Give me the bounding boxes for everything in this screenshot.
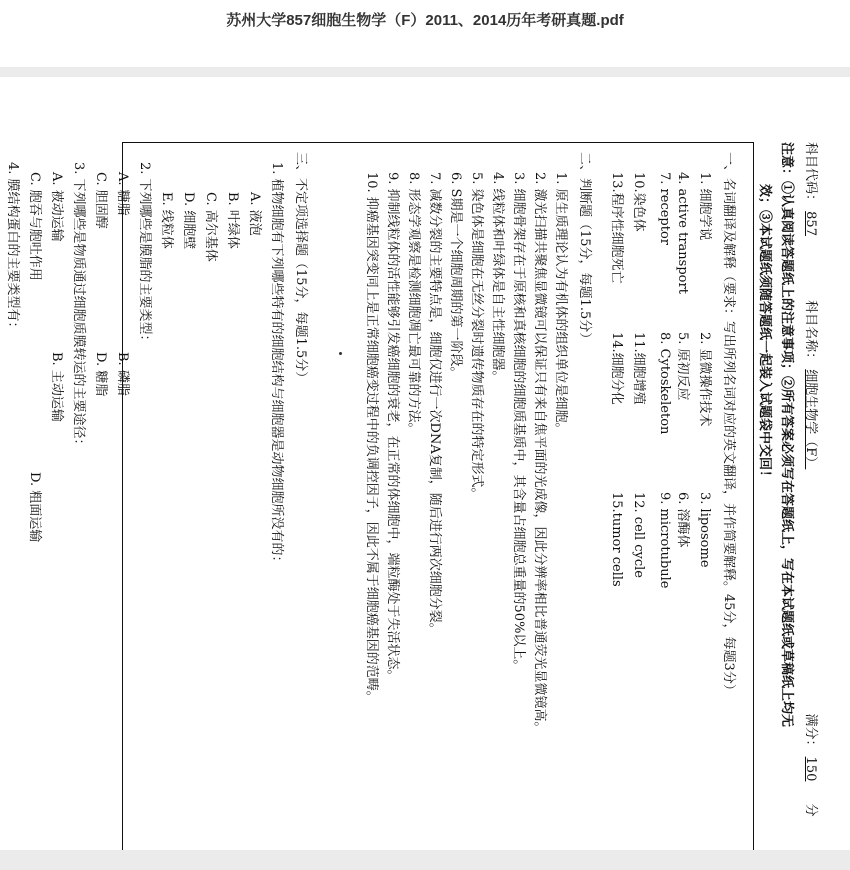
score-unit: 分 [803,803,818,817]
s1-row-1: 1. 细胞学说2. 显微操作技术3. liposome [697,172,712,568]
exam-note-1: 注意：①认真阅读答题纸上的注意事项；②所有答案必须写在答题纸上，写在本试题纸或草稿纸上均无 [779,142,794,728]
s2-item-5: 5. 染色体是细胞在无丝分裂时遗传物质存在的特定形式。 [469,172,484,501]
subject-value: 细胞生物学（F） [803,369,818,470]
pdf-page[interactable] [0,77,850,850]
s1-row-4: 10.染色体11.细胞增殖12. cell cycle [631,172,646,578]
scan-speck [339,352,342,355]
code-value: 857 [803,211,818,236]
viewer-gap-top [0,67,850,77]
rotated-scan [5,77,832,850]
code-label: 科目代码： [803,142,818,208]
s3-q1-b: B. 叶绿体 [225,192,240,249]
s3-q1-a: A. 液泡 [247,192,262,236]
s3-q3-cd: C. 胞吞与胞吐作用D. 粗面运输 [27,172,42,543]
viewer-gap-bottom [0,850,850,870]
s3-q1-c: C. 高尔基体 [203,192,218,262]
s3-q2: 2. 下列哪些是膜脂的主要类型： [137,162,152,348]
s2-item-6: 6. S期是一个细胞周期的第一阶段。 [448,172,463,380]
s3-q2-ab: A. 糖脂B. 磷脂 [115,172,130,396]
s2-item-9: 9. 抑制线粒体的活性能够引发癌细胞的衰老，在正常的体细胞中，端粒酶处于失活状态。 [385,172,400,683]
s3-q2-cd: C. 胆固醇D. 糖脂 [93,172,108,397]
s3-q3: 3. 下列哪些是物质通过细胞质膜转运的主要途径： [71,162,86,452]
s3-q3-ab: A. 被动运输B. 主动运输 [49,172,64,422]
s2-item-3: 3. 细胞骨架存在于原核和真核细胞的细胞质基质中，其含量占细胞总重量的50%以上。 [511,172,526,673]
s2-item-4: 4. 线粒体和叶绿体是自主性细胞器。 [490,172,505,384]
s2-item-1: 1. 原生质理论认为有机体的组织单位是细胞。 [553,172,568,436]
s2-item-7: 7. 减数分裂的主要特点是，细胞仅进行一次DNA复制，随后进行两次细胞分裂。 [427,172,442,636]
s3-q4: 4. 膜结构蛋白的主要类型有： [5,162,20,335]
s2-item-10: 10. 抑癌基因突变同上是正常细胞癌变过程中的负调控因子，因此不属于细胞癌基因的范畴。 [364,172,379,704]
s3-q1-e: E. 线粒体 [159,192,174,249]
score-value: 150 [803,756,818,782]
exam-header-row [803,142,822,817]
section3-heading: 三、不定项选择题（15分，每题1.5分） [293,152,308,385]
score-label: 满分： [803,713,818,753]
s2-item-2: 2. 激光扫描共聚焦显微镜可以保证只有来自焦平面的光成像，因此分辨率相比普通荧光显微镜高。 [532,172,547,735]
s3-q1: 1. 植物细胞有下列哪些特有的细胞结构与细胞器是动物细胞所没有的： [269,162,284,569]
section1-heading: 一、名词翻译及解释（要求：写出所列名词对应的英文翻译，并作简要解释。45分，每题3分） [721,152,736,697]
section2-heading: 二、判断题（15分，每题1.5分） [577,152,592,346]
s1-row-2: 4. active transport5. 原初反应6. 溶酶体 [675,172,690,548]
subject-label: 科目名称： [803,300,818,366]
exam-note-2: 效；③本试题纸须随答题纸一起装入试题袋中交回！ [757,184,772,484]
document-titlebar [0,0,850,38]
s1-row-5: 13.程序性细胞死亡14.细胞分化15.tumor cells [609,172,624,587]
s1-row-3: 7. receptor8. Cytoskeleton9. microtubule [657,172,672,589]
document-title: 苏州大学857细胞生物学（F）2011、2014历年考研真题.pdf [226,11,624,29]
s2-item-8: 8. 形态学观察是检测细胞凋亡最可靠的方法。 [406,172,421,436]
s3-q1-d: D. 细胞壁 [181,192,196,250]
